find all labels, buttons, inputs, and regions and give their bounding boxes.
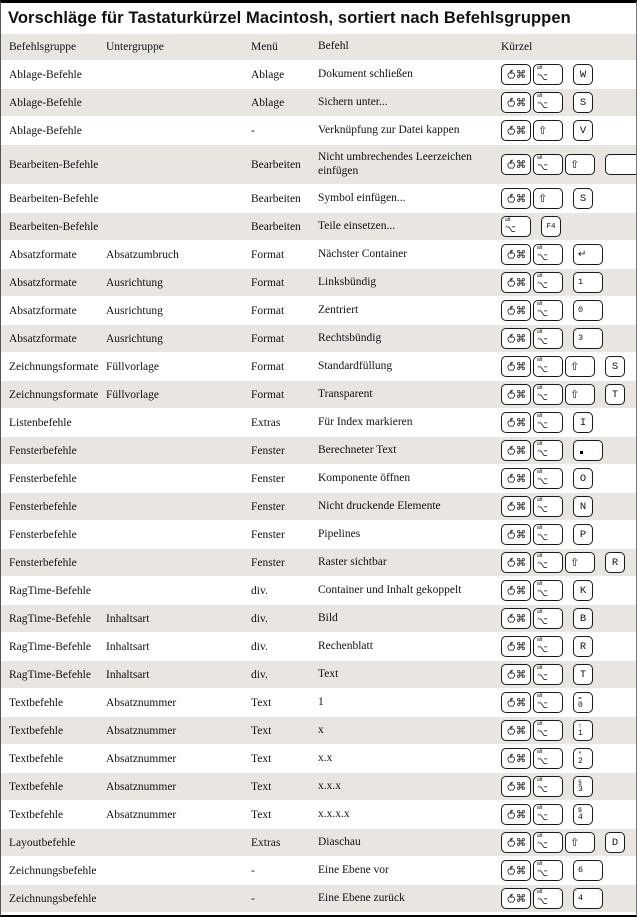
option-key-icon: alt ⌥ xyxy=(533,804,563,825)
cell-shortcut xyxy=(501,272,636,293)
option-key-icon: alt ⌥ xyxy=(533,608,563,629)
cell-command-group: Absatzformate xyxy=(9,248,77,261)
cell-shortcut xyxy=(501,636,636,657)
option-key-icon: alt ⌥ xyxy=(533,154,563,175)
option-key-icon: alt ⌥ xyxy=(533,524,563,545)
cell-menu: Text xyxy=(251,752,272,765)
apple-logo-icon xyxy=(506,529,515,540)
command-key-icon: ⌘ xyxy=(501,272,531,293)
cell-command: Teile einsetzen... xyxy=(318,219,396,232)
command-key-icon: ⌘ xyxy=(501,64,531,85)
letter-key: R xyxy=(573,636,593,657)
letter-key: T xyxy=(605,384,625,405)
option-key-icon: alt ⌥ xyxy=(533,664,563,685)
shift-key-icon: ⇧ xyxy=(533,188,563,209)
cell-command-group: Absatzformate xyxy=(9,304,77,317)
cell-command-group: Ablage-Befehle xyxy=(9,96,82,109)
cell-command: Berechneter Text xyxy=(318,443,397,456)
command-key-icon: ⌘ xyxy=(501,440,531,461)
table-row xyxy=(1,144,636,184)
cell-command: Dokument schließen xyxy=(318,67,413,80)
option-key-icon: alt ⌥ xyxy=(533,832,563,853)
letter-key: K xyxy=(573,580,593,601)
shift-key-icon: ⇧ xyxy=(565,154,595,175)
cell-menu: Ablage xyxy=(251,68,285,81)
table-row xyxy=(1,240,636,268)
cell-command-group: Zeichnungsformate xyxy=(9,360,99,373)
command-key-icon: ⌘ xyxy=(501,188,531,209)
cell-command-group: Absatzformate xyxy=(9,332,77,345)
cell-command-group: Bearbeiten-Befehle xyxy=(9,158,99,171)
cell-menu: - xyxy=(251,864,255,877)
page-title: Vorschläge für Tastaturkürzel Macintosh, sortiert nach Befehlsgruppen xyxy=(8,9,571,27)
digit-shift-key: " 2 xyxy=(573,748,593,769)
digit-key: 6 xyxy=(573,860,603,881)
table-row xyxy=(1,296,636,324)
option-key-icon: alt ⌥ xyxy=(533,692,563,713)
shift-key-icon: ⇧ xyxy=(565,552,595,573)
cell-menu: div. xyxy=(251,584,268,597)
digit-key: 3 xyxy=(573,328,603,349)
function-key: F4 xyxy=(541,216,561,237)
cell-command-group: Zeichnungsbefehle xyxy=(9,892,97,905)
apple-logo-icon xyxy=(506,557,515,568)
letter-key: P xyxy=(573,524,593,545)
cell-shortcut xyxy=(501,888,636,909)
cell-subgroup: Ausrichtung xyxy=(106,304,163,317)
command-key-icon: ⌘ xyxy=(501,804,531,825)
cell-command-group: RagTime-Befehle xyxy=(9,612,91,625)
cell-shortcut xyxy=(501,776,636,797)
cell-command-group: RagTime-Befehle xyxy=(9,668,91,681)
option-key-icon: alt ⌥ xyxy=(533,412,563,433)
cell-command: x.x xyxy=(318,751,333,764)
shift-key-icon: ⇧ xyxy=(565,356,595,377)
cell-command-group: Listenbefehle xyxy=(9,416,72,429)
cell-subgroup: Inhaltsart xyxy=(106,668,150,681)
table-row xyxy=(1,828,636,856)
cell-command: Diaschau xyxy=(318,835,361,848)
cell-command-group: Bearbeiten-Befehle xyxy=(9,192,99,205)
table-row xyxy=(1,464,636,492)
cell-command-group: Textbefehle xyxy=(9,696,64,709)
cell-menu: - xyxy=(251,892,255,905)
apple-logo-icon xyxy=(506,641,515,652)
cell-command: Linksbündig xyxy=(318,275,377,288)
cell-shortcut xyxy=(501,608,636,629)
column-header-befehlsgruppe: Befehlsgruppe xyxy=(9,41,77,53)
cell-shortcut xyxy=(501,154,637,175)
option-key-icon: alt ⌥ xyxy=(533,552,563,573)
cell-subgroup: Absatznummer xyxy=(106,780,177,793)
apple-logo-icon xyxy=(506,585,515,596)
table-row xyxy=(1,744,636,772)
cell-shortcut xyxy=(501,384,636,405)
table-row xyxy=(1,60,636,88)
command-key-icon: ⌘ xyxy=(501,860,531,881)
table-row xyxy=(1,576,636,604)
cell-shortcut xyxy=(501,748,636,769)
cell-shortcut xyxy=(501,804,636,825)
option-key-icon: alt ⌥ xyxy=(533,748,563,769)
cell-command: Standardfüllung xyxy=(318,359,393,372)
letter-key: S xyxy=(573,92,593,113)
cell-shortcut xyxy=(501,692,636,713)
cell-menu: Ablage xyxy=(251,96,285,109)
letter-key: N xyxy=(573,496,593,517)
cell-menu: div. xyxy=(251,640,268,653)
option-key-icon: alt ⌥ xyxy=(533,328,563,349)
digit-shift-key: § 3 xyxy=(573,776,593,797)
cell-shortcut xyxy=(501,328,636,349)
table-row xyxy=(1,116,636,144)
table-row xyxy=(1,436,636,464)
shift-key-icon: ⇧ xyxy=(533,120,563,141)
cell-command: Nicht umbrechendes Leerzeichen einfügen xyxy=(318,151,472,177)
option-key-icon: alt ⌥ xyxy=(533,272,563,293)
table-row xyxy=(1,520,636,548)
cell-command: Zentriert xyxy=(318,303,359,316)
command-key-icon: ⌘ xyxy=(501,720,531,741)
apple-logo-icon xyxy=(506,669,515,680)
letter-key: W xyxy=(573,64,593,85)
command-key-icon: ⌘ xyxy=(501,412,531,433)
cell-subgroup: Füllvorlage xyxy=(106,360,160,373)
cell-menu: Fenster xyxy=(251,528,285,541)
digit-shift-key: $ 4 xyxy=(573,804,593,825)
command-key-icon: ⌘ xyxy=(501,608,531,629)
cell-menu: Fenster xyxy=(251,556,285,569)
command-key-icon: ⌘ xyxy=(501,356,531,377)
cell-menu: Text xyxy=(251,696,272,709)
apple-logo-icon xyxy=(506,69,515,80)
cell-subgroup: Ausrichtung xyxy=(106,332,163,345)
cell-command: Rechtsbündig xyxy=(318,331,382,344)
cell-shortcut xyxy=(501,496,636,517)
cell-command-group: Textbefehle xyxy=(9,780,64,793)
command-key-icon: ⌘ xyxy=(501,496,531,517)
option-key-icon: alt ⌥ xyxy=(533,888,563,909)
command-key-icon: ⌘ xyxy=(501,636,531,657)
cell-menu: Format xyxy=(251,360,285,373)
cell-shortcut xyxy=(501,356,636,377)
cell-shortcut xyxy=(501,524,636,545)
cell-command-group: Fensterbefehle xyxy=(9,500,77,513)
cell-command: Bild xyxy=(318,611,338,624)
command-key-icon: ⌘ xyxy=(501,328,531,349)
cell-command: Nächster Container xyxy=(318,247,408,260)
cell-menu: Text xyxy=(251,808,272,821)
cell-subgroup: Füllvorlage xyxy=(106,388,160,401)
command-key-icon: ⌘ xyxy=(501,832,531,853)
option-key-icon: alt ⌥ xyxy=(533,496,563,517)
cell-shortcut xyxy=(501,64,636,85)
cell-subgroup: Absatznummer xyxy=(106,752,177,765)
option-key-icon: alt ⌥ xyxy=(533,776,563,797)
command-key-icon: ⌘ xyxy=(501,748,531,769)
cell-command: Komponente öffnen xyxy=(318,471,411,484)
apple-logo-icon xyxy=(506,501,515,512)
cell-menu: div. xyxy=(251,612,268,625)
cell-command-group: RagTime-Befehle xyxy=(9,640,91,653)
apple-logo-icon xyxy=(506,613,515,624)
table-row xyxy=(1,324,636,352)
command-key-icon: ⌘ xyxy=(501,244,531,265)
table-row xyxy=(1,212,636,240)
cell-menu: Format xyxy=(251,332,285,345)
option-key-icon: alt ⌥ xyxy=(533,468,563,489)
shift-key-icon: ⇧ xyxy=(565,832,595,853)
apple-logo-icon xyxy=(506,159,515,170)
apple-logo-icon xyxy=(506,361,515,372)
cell-subgroup: Inhaltsart xyxy=(106,612,150,625)
apple-logo-icon xyxy=(506,277,515,288)
cell-menu: Format xyxy=(251,304,285,317)
cell-command-group: Textbefehle xyxy=(9,724,64,737)
cell-shortcut xyxy=(501,580,636,601)
return-key-icon: ↵ xyxy=(573,244,603,265)
table-row xyxy=(1,408,636,436)
column-header-menu: Menü xyxy=(251,41,278,53)
command-key-icon: ⌘ xyxy=(501,468,531,489)
command-key-icon: ⌘ xyxy=(501,92,531,113)
apple-logo-icon xyxy=(506,193,515,204)
cell-command-group: Layoutbefehle xyxy=(9,836,76,849)
letter-key: B xyxy=(573,608,593,629)
period-key-icon xyxy=(573,440,603,461)
command-key-icon: ⌘ xyxy=(501,300,531,321)
cell-command: Transparent xyxy=(318,387,373,400)
column-header-untergruppe: Untergruppe xyxy=(106,41,164,53)
apple-logo-icon xyxy=(506,753,515,764)
option-key-icon: alt ⌥ xyxy=(533,300,563,321)
apple-logo-icon xyxy=(506,865,515,876)
shift-key-icon: ⇧ xyxy=(565,384,595,405)
cell-command: Pipelines xyxy=(318,527,361,540)
option-key-icon: alt ⌥ xyxy=(533,356,563,377)
cell-subgroup: Absatzumbruch xyxy=(106,248,179,261)
apple-logo-icon xyxy=(506,697,515,708)
option-key-icon: alt ⌥ xyxy=(533,860,563,881)
cell-command: Container und Inhalt gekoppelt xyxy=(318,583,462,596)
cell-menu: Format xyxy=(251,248,285,261)
letter-key: T xyxy=(573,664,593,685)
cell-command-group: Fensterbefehle xyxy=(9,472,77,485)
command-key-icon: ⌘ xyxy=(501,384,531,405)
cell-shortcut xyxy=(501,216,636,237)
option-key-icon: alt ⌥ xyxy=(533,384,563,405)
table-row xyxy=(1,688,636,716)
cell-command-group: Fensterbefehle xyxy=(9,528,77,541)
cell-shortcut xyxy=(501,412,636,433)
cell-command: Text xyxy=(318,667,339,680)
table-row xyxy=(1,800,636,828)
cell-command-group: Ablage-Befehle xyxy=(9,124,82,137)
apple-logo-icon xyxy=(506,809,515,820)
option-key-icon: alt ⌥ xyxy=(501,216,531,237)
space-key-icon xyxy=(605,154,637,175)
apple-logo-icon xyxy=(506,725,515,736)
cell-menu: Text xyxy=(251,780,272,793)
table-row xyxy=(1,604,636,632)
cell-command-group: Textbefehle xyxy=(9,752,64,765)
cell-subgroup: Absatznummer xyxy=(106,696,177,709)
apple-logo-icon xyxy=(506,473,515,484)
cell-menu: Extras xyxy=(251,416,281,429)
cell-command: Raster sichtbar xyxy=(318,555,387,568)
table-row xyxy=(1,352,636,380)
cell-command-group: Fensterbefehle xyxy=(9,444,77,457)
cell-menu: Bearbeiten xyxy=(251,220,301,233)
shortcut-table-body xyxy=(1,60,636,912)
cell-menu: Extras xyxy=(251,836,281,849)
cell-shortcut xyxy=(501,92,636,113)
cell-command-group: Ablage-Befehle xyxy=(9,68,82,81)
command-key-icon: ⌘ xyxy=(501,776,531,797)
cell-shortcut xyxy=(501,832,636,853)
cell-shortcut xyxy=(501,188,636,209)
apple-logo-icon xyxy=(506,445,515,456)
apple-logo-icon xyxy=(506,781,515,792)
command-key-icon: ⌘ xyxy=(501,524,531,545)
table-row xyxy=(1,88,636,116)
table-row xyxy=(1,884,636,912)
cell-menu: Bearbeiten xyxy=(251,192,301,205)
letter-key: I xyxy=(573,412,593,433)
cell-command-group: Absatzformate xyxy=(9,276,77,289)
apple-logo-icon xyxy=(506,249,515,260)
cell-command-group: Zeichnungsbefehle xyxy=(9,864,97,877)
cell-command-group: RagTime-Befehle xyxy=(9,584,91,597)
apple-logo-icon xyxy=(506,389,515,400)
cell-shortcut xyxy=(501,664,636,685)
table-row xyxy=(1,716,636,744)
cell-menu: Bearbeiten xyxy=(251,158,301,171)
cell-shortcut xyxy=(501,440,636,461)
cell-command: Sichern unter... xyxy=(318,95,388,108)
table-row xyxy=(1,856,636,884)
table-header-row xyxy=(1,34,636,60)
column-header-befehl: Befehl xyxy=(318,40,349,53)
cell-command-group: Textbefehle xyxy=(9,808,64,821)
option-key-icon: alt ⌥ xyxy=(533,244,563,265)
cell-menu: Fenster xyxy=(251,472,285,485)
letter-key: V xyxy=(573,120,593,141)
cell-command: x.x.x.x xyxy=(318,807,350,820)
option-key-icon: alt ⌥ xyxy=(533,720,563,741)
command-key-icon: ⌘ xyxy=(501,154,531,175)
table-row xyxy=(1,380,636,408)
cell-menu: Format xyxy=(251,276,285,289)
apple-logo-icon xyxy=(506,305,515,316)
cell-command-group: Fensterbefehle xyxy=(9,556,77,569)
option-key-icon: alt ⌥ xyxy=(533,440,563,461)
letter-key: O xyxy=(573,468,593,489)
letter-key: S xyxy=(605,356,625,377)
cell-command: x.x.x xyxy=(318,779,341,792)
cell-subgroup: Absatznummer xyxy=(106,724,177,737)
table-row xyxy=(1,660,636,688)
cell-command: x xyxy=(318,723,324,736)
digit-shift-key: = 0 xyxy=(573,692,593,713)
apple-logo-icon xyxy=(506,125,515,136)
cell-subgroup: Inhaltsart xyxy=(106,640,150,653)
cell-menu: Fenster xyxy=(251,444,285,457)
cell-shortcut xyxy=(501,720,636,741)
cell-subgroup: Ausrichtung xyxy=(106,276,163,289)
digit-key: 4 xyxy=(573,888,603,909)
option-key-icon: alt ⌥ xyxy=(533,580,563,601)
table-row xyxy=(1,772,636,800)
cell-menu: div. xyxy=(251,668,268,681)
cell-menu: - xyxy=(251,124,255,137)
table-row xyxy=(1,268,636,296)
cell-menu: Fenster xyxy=(251,500,285,513)
command-key-icon: ⌘ xyxy=(501,580,531,601)
cell-command: 1 xyxy=(318,695,324,708)
apple-logo-icon xyxy=(506,97,515,108)
command-key-icon: ⌘ xyxy=(501,692,531,713)
cell-shortcut xyxy=(501,860,636,881)
cell-subgroup: Absatznummer xyxy=(106,808,177,821)
letter-key: D xyxy=(605,832,625,853)
cell-command: Eine Ebene vor xyxy=(318,863,389,876)
cell-command: Nicht druckende Elemente xyxy=(318,499,441,512)
apple-logo-icon xyxy=(506,333,515,344)
cell-command: Eine Ebene zurück xyxy=(318,891,405,904)
cell-command: Für Index markieren xyxy=(318,415,413,428)
column-header-kuerzel: Kürzel xyxy=(501,41,533,53)
cell-command: Verknüpfung zur Datei kappen xyxy=(318,123,460,136)
table-row xyxy=(1,492,636,520)
cell-menu: Text xyxy=(251,724,272,737)
command-key-icon: ⌘ xyxy=(501,120,531,141)
table-row xyxy=(1,184,636,212)
letter-key: R xyxy=(605,552,625,573)
digit-shift-key: ! 1 xyxy=(573,720,593,741)
option-key-icon: alt ⌥ xyxy=(533,636,563,657)
letter-key: S xyxy=(573,188,593,209)
command-key-icon: ⌘ xyxy=(501,664,531,685)
cell-shortcut xyxy=(501,552,636,573)
cell-shortcut xyxy=(501,120,636,141)
command-key-icon: ⌘ xyxy=(501,888,531,909)
option-key-icon: alt ⌥ xyxy=(533,92,563,113)
cell-shortcut xyxy=(501,468,636,489)
cell-menu: Format xyxy=(251,388,285,401)
table-row xyxy=(1,548,636,576)
cell-command: Rechenblatt xyxy=(318,639,373,652)
cell-shortcut xyxy=(501,300,636,321)
digit-key: 1 xyxy=(573,272,603,293)
digit-key: 0 xyxy=(573,300,603,321)
cell-command: Symbol einfügen... xyxy=(318,191,406,204)
apple-logo-icon xyxy=(506,837,515,848)
option-key-icon: alt ⌥ xyxy=(533,64,563,85)
apple-logo-icon xyxy=(506,417,515,428)
table-row xyxy=(1,632,636,660)
cell-command-group: Zeichnungsformate xyxy=(9,388,99,401)
apple-logo-icon xyxy=(506,893,515,904)
cell-shortcut xyxy=(501,244,636,265)
cell-command-group: Bearbeiten-Befehle xyxy=(9,220,99,233)
command-key-icon: ⌘ xyxy=(501,552,531,573)
